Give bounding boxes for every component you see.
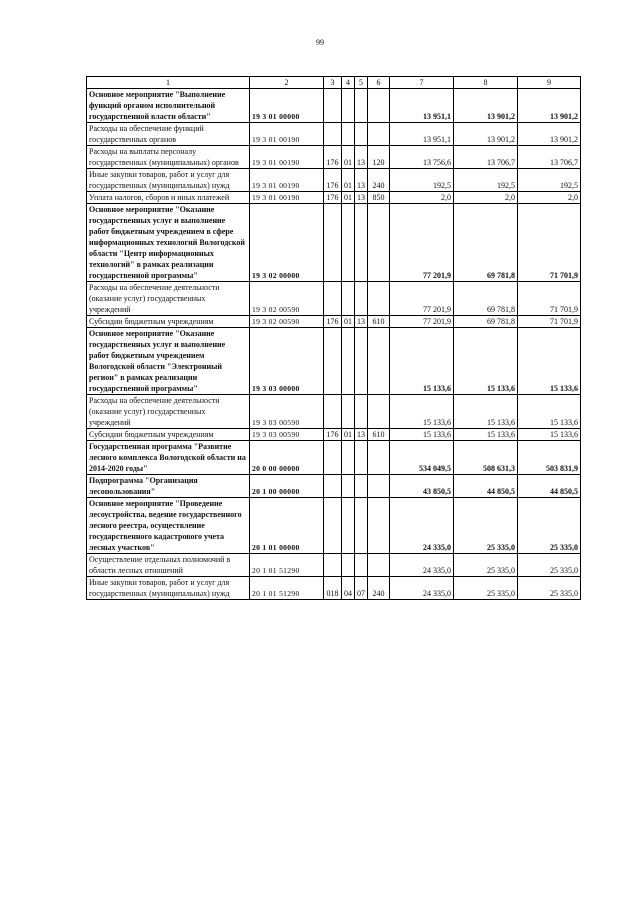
row-name: Уплата налогов, сборов и иных платежей — [87, 192, 250, 204]
row-expense-type — [368, 123, 390, 146]
row-amount-col8: 192,5 — [454, 169, 518, 192]
row-amount-col8: 15 133,6 — [454, 395, 518, 429]
row-name: Расходы на обеспечение деятельности (оказание услуг) государственных учреждений — [87, 282, 250, 316]
row-amount-col7: 24 335,0 — [390, 554, 454, 577]
row-target-code: 19 3 02 00590 — [250, 316, 324, 328]
row-ministry-code — [324, 282, 342, 316]
row-expense-type — [368, 554, 390, 577]
row-subsection-code: 13 — [355, 192, 368, 204]
row-ministry-code — [324, 498, 342, 554]
row-subsection-code — [355, 498, 368, 554]
row-amount-col8: 69 781,8 — [454, 204, 518, 282]
row-expense-type: 610 — [368, 429, 390, 441]
row-amount-col7: 77 201,9 — [390, 282, 454, 316]
row-subsection-code — [355, 204, 368, 282]
row-subsection-code: 13 — [355, 429, 368, 441]
row-amount-col8: 69 781,8 — [454, 282, 518, 316]
table-row — [87, 204, 581, 282]
row-name: Осуществление отдельных полномочий в области лесных отношений — [87, 554, 250, 577]
row-name: Основное мероприятие "Выполнение функций органом исполнительной государственной власти области" — [87, 89, 250, 123]
row-target-code: 20 0 00 00000 — [250, 441, 324, 475]
row-amount-col9: 503 831,9 — [518, 441, 581, 475]
row-target-code: 20 1 00 00000 — [250, 475, 324, 498]
row-expense-type: 240 — [368, 169, 390, 192]
row-expense-type — [368, 441, 390, 475]
row-amount-col7: 77 201,9 — [390, 316, 454, 328]
table-row — [87, 441, 581, 475]
row-name: Основное мероприятие "Оказание государственных услуг и выполнение работ бюджетным учреждением Вологодской области "Электронный регион" в рамках реализации государственной программы" — [87, 328, 250, 395]
row-name: Расходы на выплаты персоналу государственных (муниципальных) органов — [87, 146, 250, 169]
row-ministry-code — [324, 554, 342, 577]
row-amount-col9: 2,0 — [518, 192, 581, 204]
row-section-code — [342, 282, 355, 316]
budget-table — [86, 76, 581, 600]
row-amount-col9: 25 335,0 — [518, 554, 581, 577]
row-section-code: 01 — [342, 429, 355, 441]
row-amount-col9: 25 335,0 — [518, 577, 581, 600]
row-expense-type: 610 — [368, 316, 390, 328]
row-expense-type — [368, 395, 390, 429]
row-amount-col8: 69 781,8 — [454, 316, 518, 328]
row-ministry-code — [324, 204, 342, 282]
row-section-code — [342, 498, 355, 554]
row-amount-col7: 15 133,6 — [390, 429, 454, 441]
table-header-row — [87, 77, 581, 89]
row-amount-col7: 13 951,1 — [390, 89, 454, 123]
column-header: 5 — [355, 77, 368, 89]
row-amount-col9: 13 901,2 — [518, 123, 581, 146]
row-target-code: 19 3 01 00190 — [250, 146, 324, 169]
row-amount-col7: 13 756,6 — [390, 146, 454, 169]
table-row — [87, 429, 581, 441]
row-amount-col8: 13 901,2 — [454, 123, 518, 146]
row-target-code: 19 3 01 00000 — [250, 89, 324, 123]
row-subsection-code — [355, 328, 368, 395]
row-subsection-code — [355, 441, 368, 475]
row-ministry-code: 176 — [324, 169, 342, 192]
row-amount-col8: 44 850,5 — [454, 475, 518, 498]
column-header: 6 — [368, 77, 390, 89]
row-section-code — [342, 204, 355, 282]
row-name: Иные закупки товаров, работ и услуг для государственных (муниципальных) нужд — [87, 577, 250, 600]
row-target-code: 20 1 01 51290 — [250, 554, 324, 577]
table-row — [87, 89, 581, 123]
row-name: Иные закупки товаров, работ и услуг для государственных (муниципальных) нужд — [87, 169, 250, 192]
column-header: 9 — [518, 77, 581, 89]
row-amount-col8: 15 133,6 — [454, 429, 518, 441]
table-row — [87, 577, 581, 600]
row-amount-col7: 15 133,6 — [390, 328, 454, 395]
table-row — [87, 316, 581, 328]
row-section-code: 01 — [342, 169, 355, 192]
row-section-code — [342, 123, 355, 146]
row-target-code: 19 3 02 00000 — [250, 204, 324, 282]
row-ministry-code: 176 — [324, 146, 342, 169]
row-amount-col7: 2,0 — [390, 192, 454, 204]
row-target-code: 20 1 01 00000 — [250, 498, 324, 554]
row-amount-col9: 13 901,2 — [518, 89, 581, 123]
row-ministry-code — [324, 441, 342, 475]
row-subsection-code — [355, 475, 368, 498]
row-section-code: 04 — [342, 577, 355, 600]
row-expense-type: 120 — [368, 146, 390, 169]
row-section-code — [342, 554, 355, 577]
row-amount-col7: 24 335,0 — [390, 577, 454, 600]
row-subsection-code — [355, 282, 368, 316]
row-amount-col8: 25 335,0 — [454, 554, 518, 577]
table-row — [87, 192, 581, 204]
row-name: Расходы на обеспечение деятельности (оказание услуг) государственных учреждений — [87, 395, 250, 429]
row-section-code: 01 — [342, 192, 355, 204]
table-row — [87, 146, 581, 169]
page-number: 99 — [316, 38, 324, 47]
column-header: 1 — [87, 77, 250, 89]
row-amount-col9: 192,5 — [518, 169, 581, 192]
row-amount-col9: 71 701,9 — [518, 282, 581, 316]
row-section-code: 01 — [342, 316, 355, 328]
row-expense-type: 240 — [368, 577, 390, 600]
row-name: Основное мероприятие "Проведение лесоустройства, ведение государственного лесного реестра, осуществление государственного кадастрового учета лесных участков" — [87, 498, 250, 554]
row-section-code — [342, 89, 355, 123]
row-target-code: 19 3 01 00190 — [250, 169, 324, 192]
row-name: Основное мероприятие "Оказание государственных услуг и выполнение работ бюджетным учреждением в сфере информационных технологий Вологодской области "Центр информационных технологий" в рамках реализации государственной программы" — [87, 204, 250, 282]
row-expense-type — [368, 498, 390, 554]
row-amount-col9: 15 133,6 — [518, 429, 581, 441]
row-amount-col9: 15 133,6 — [518, 328, 581, 395]
row-target-code: 19 3 01 00190 — [250, 123, 324, 146]
row-amount-col9: 71 701,9 — [518, 204, 581, 282]
row-section-code — [342, 441, 355, 475]
table-row — [87, 554, 581, 577]
row-ministry-code — [324, 328, 342, 395]
row-amount-col9: 15 133,6 — [518, 395, 581, 429]
row-name: Государственная программа "Развитие лесного комплекса Вологодской области на 2014-2020 годы" — [87, 441, 250, 475]
row-subsection-code — [355, 123, 368, 146]
row-subsection-code: 13 — [355, 316, 368, 328]
table-row — [87, 498, 581, 554]
column-header: 4 — [342, 77, 355, 89]
row-section-code: 01 — [342, 146, 355, 169]
row-expense-type — [368, 282, 390, 316]
row-ministry-code — [324, 123, 342, 146]
row-amount-col9: 13 706,7 — [518, 146, 581, 169]
column-header: 8 — [454, 77, 518, 89]
column-header: 7 — [390, 77, 454, 89]
table-row — [87, 169, 581, 192]
row-subsection-code: 13 — [355, 146, 368, 169]
row-amount-col8: 2,0 — [454, 192, 518, 204]
row-name: Субсидии бюджетным учреждениям — [87, 429, 250, 441]
row-amount-col7: 77 201,9 — [390, 204, 454, 282]
column-header: 3 — [324, 77, 342, 89]
row-ministry-code: 176 — [324, 316, 342, 328]
row-section-code — [342, 475, 355, 498]
row-amount-col8: 25 335,0 — [454, 498, 518, 554]
row-name: Подпрограмма "Организация лесопользования" — [87, 475, 250, 498]
table-row — [87, 328, 581, 395]
row-ministry-code — [324, 89, 342, 123]
row-amount-col8: 13 901,2 — [454, 89, 518, 123]
table-row — [87, 282, 581, 316]
row-subsection-code — [355, 554, 368, 577]
row-expense-type — [368, 204, 390, 282]
row-amount-col8: 15 133,6 — [454, 328, 518, 395]
row-amount-col7: 13 951,1 — [390, 123, 454, 146]
row-target-code: 19 3 03 00590 — [250, 395, 324, 429]
row-amount-col7: 534 049,5 — [390, 441, 454, 475]
table-row — [87, 395, 581, 429]
row-ministry-code: 176 — [324, 429, 342, 441]
row-amount-col8: 508 631,3 — [454, 441, 518, 475]
row-name: Расходы на обеспечение функций государственных органов — [87, 123, 250, 146]
row-expense-type: 850 — [368, 192, 390, 204]
row-section-code — [342, 395, 355, 429]
row-amount-col7: 43 850,5 — [390, 475, 454, 498]
row-amount-col9: 44 850,5 — [518, 475, 581, 498]
row-subsection-code — [355, 89, 368, 123]
row-expense-type — [368, 89, 390, 123]
row-amount-col7: 24 335,0 — [390, 498, 454, 554]
row-ministry-code — [324, 395, 342, 429]
row-amount-col8: 25 335,0 — [454, 577, 518, 600]
row-expense-type — [368, 328, 390, 395]
table-row — [87, 123, 581, 146]
row-ministry-code — [324, 475, 342, 498]
table-row — [87, 475, 581, 498]
row-target-code: 19 3 02 00590 — [250, 282, 324, 316]
row-amount-col9: 25 335,0 — [518, 498, 581, 554]
row-expense-type — [368, 475, 390, 498]
row-subsection-code: 13 — [355, 169, 368, 192]
row-target-code: 19 3 01 00190 — [250, 192, 324, 204]
column-header: 2 — [250, 77, 324, 89]
row-amount-col8: 13 706,7 — [454, 146, 518, 169]
row-amount-col7: 192,5 — [390, 169, 454, 192]
row-subsection-code — [355, 395, 368, 429]
row-name: Субсидии бюджетным учреждениям — [87, 316, 250, 328]
table-body — [87, 89, 581, 600]
row-amount-col7: 15 133,6 — [390, 395, 454, 429]
row-subsection-code: 07 — [355, 577, 368, 600]
row-ministry-code: 176 — [324, 192, 342, 204]
row-target-code: 20 1 01 51290 — [250, 577, 324, 600]
row-target-code: 19 3 03 00590 — [250, 429, 324, 441]
row-ministry-code: 018 — [324, 577, 342, 600]
row-section-code — [342, 328, 355, 395]
row-amount-col9: 71 701,9 — [518, 316, 581, 328]
row-target-code: 19 3 03 00000 — [250, 328, 324, 395]
